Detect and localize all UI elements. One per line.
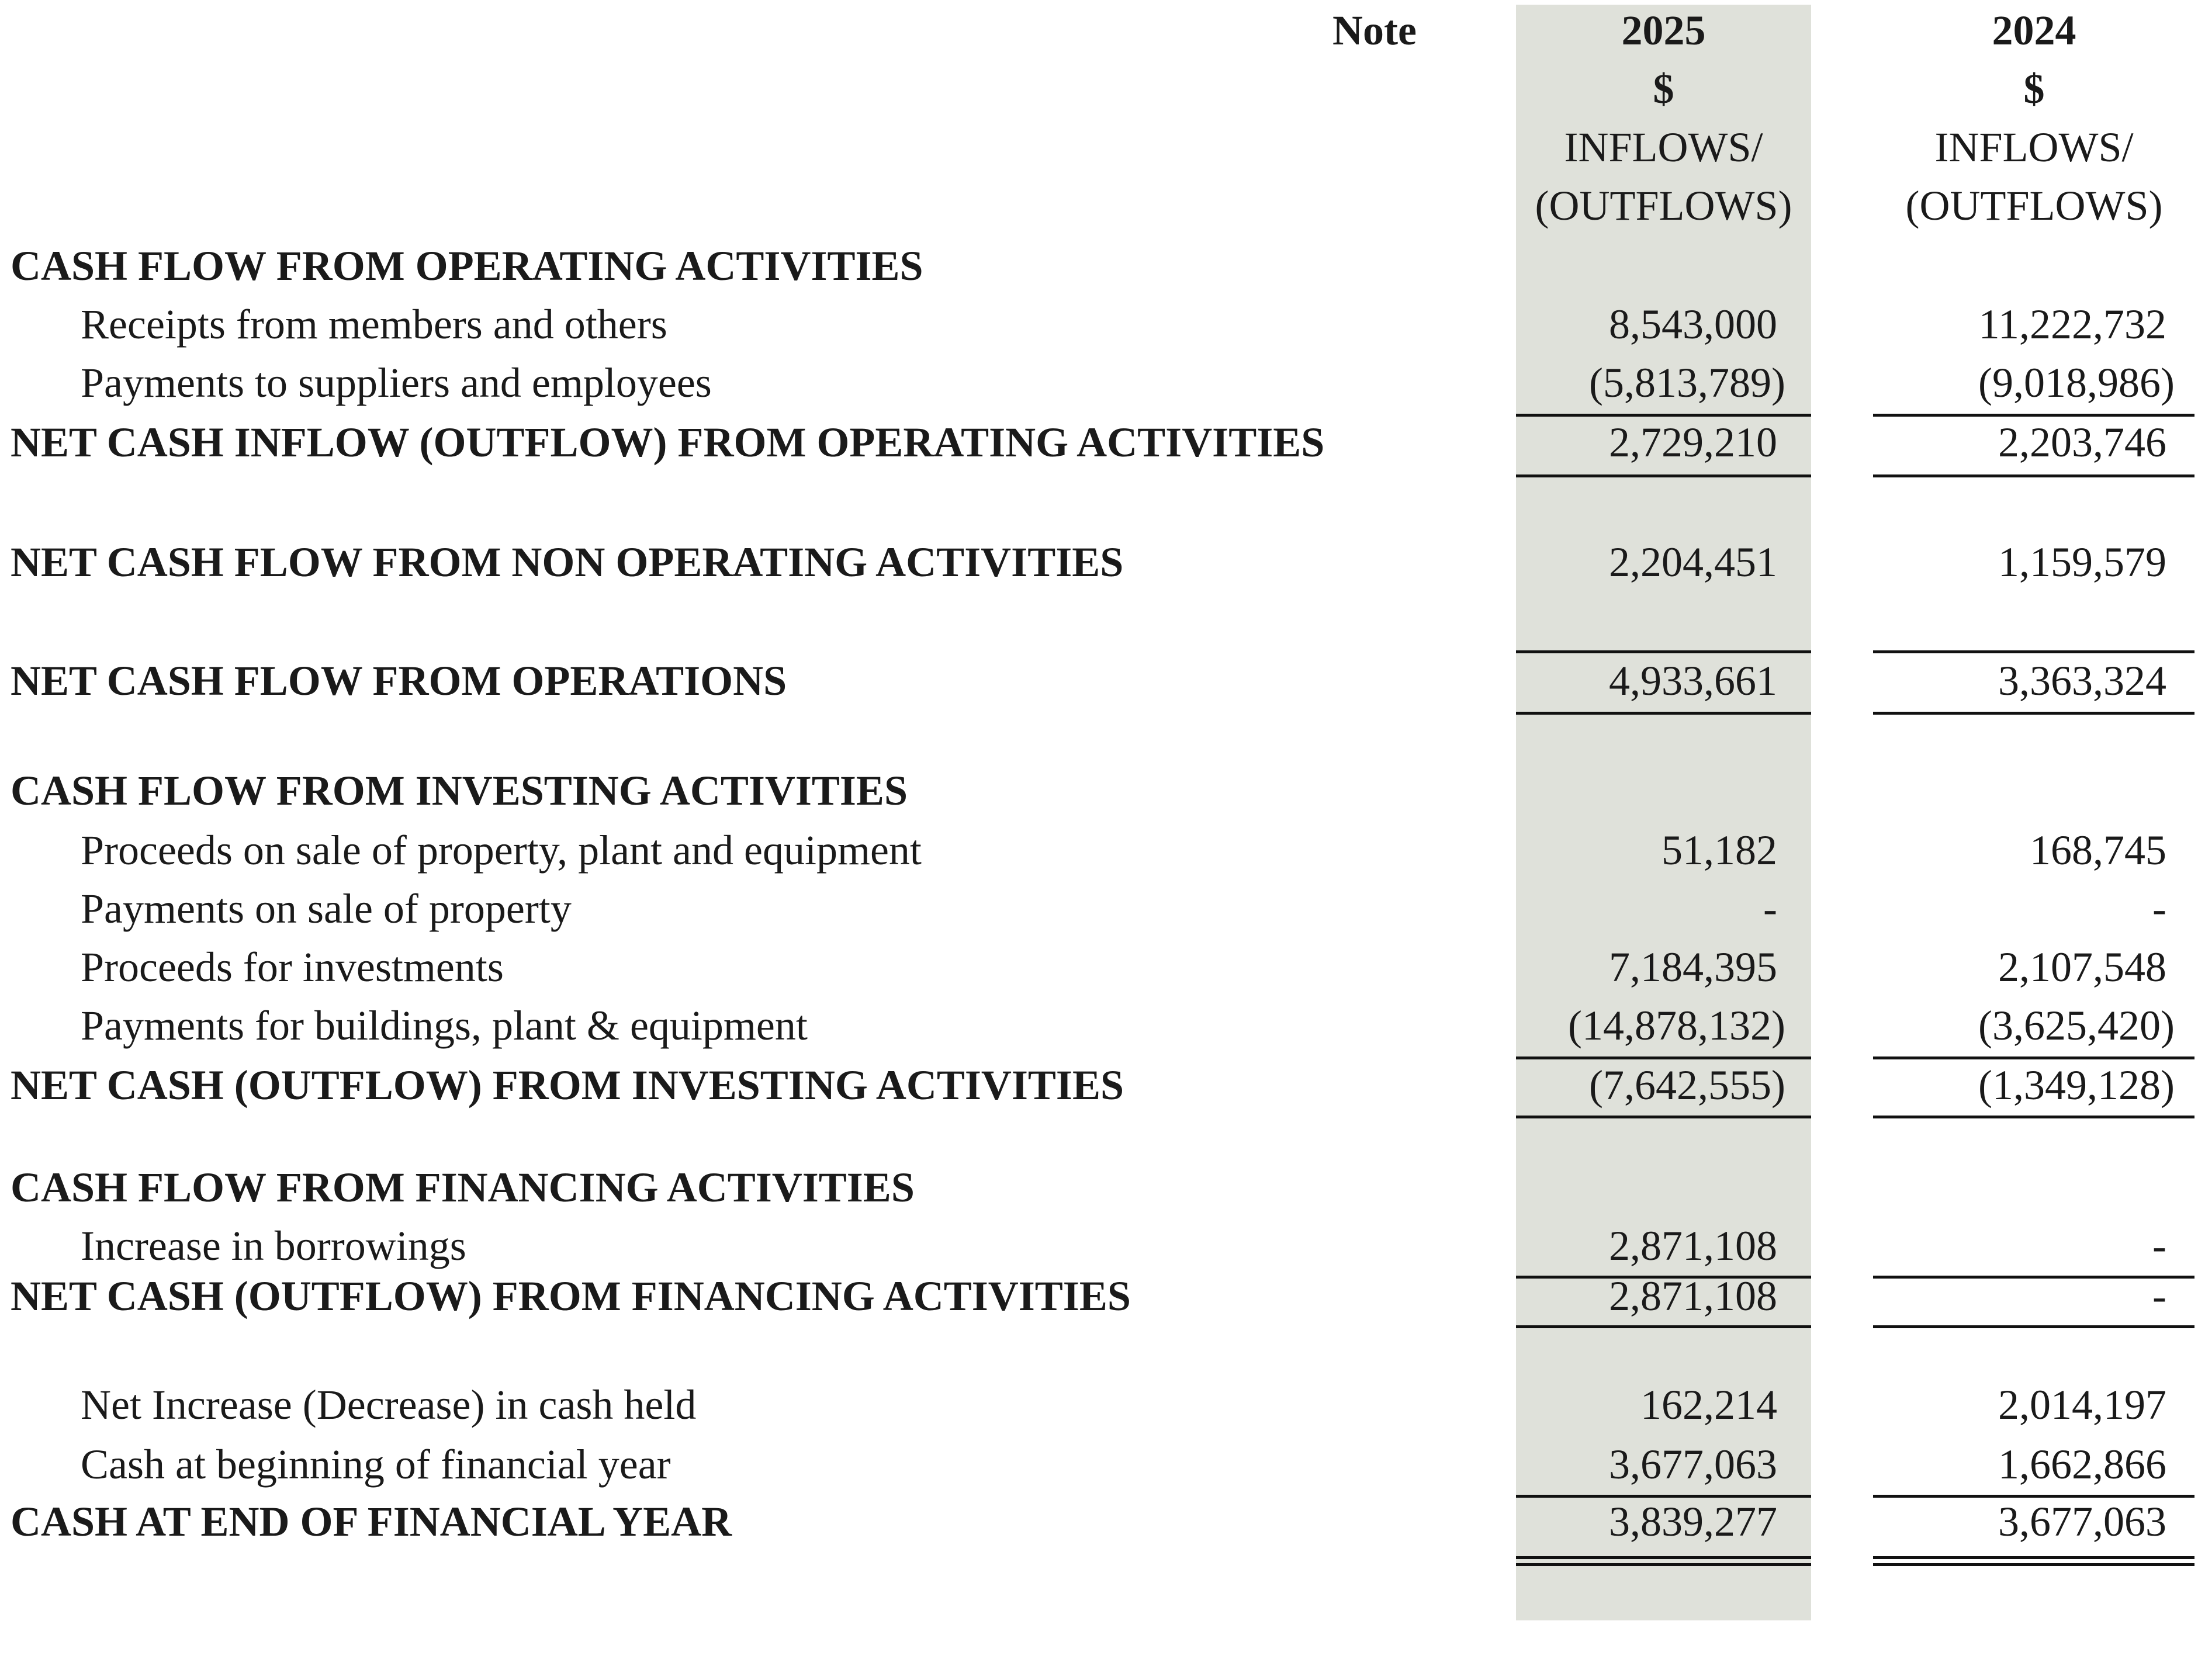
subtotal-row [0, 1267, 2198, 1325]
value-2025: 3,677,063 [1609, 1441, 1777, 1488]
value-2024: (1,349,128) [1978, 1062, 2175, 1109]
value-2024: - [2152, 1222, 2166, 1269]
currency-2025-header: $ [1653, 65, 1674, 112]
value-2024: 3,363,324 [1998, 657, 2166, 704]
row-label: Payments on sale of property [81, 885, 572, 932]
currency-2024-header: $ [2023, 65, 2045, 112]
value-2025: 4,933,661 [1609, 657, 1777, 704]
value-2025: 7,184,395 [1609, 944, 1777, 990]
row-label: Increase in borrowings [81, 1222, 466, 1269]
row-label: NET CASH INFLOW (OUTFLOW) FROM OPERATING ACTIVITIES [11, 419, 1325, 466]
row-label: Net Increase (Decrease) in cash held [81, 1381, 697, 1428]
value-2024: 1,662,866 [1998, 1441, 2166, 1488]
value-2024: 2,107,548 [1998, 944, 2166, 990]
section-heading-operating [0, 237, 2198, 295]
note-header: Note [1332, 7, 1417, 54]
section-heading-financing [0, 1158, 2198, 1217]
value-2025: 8,543,000 [1609, 301, 1777, 348]
value-2025: 51,182 [1662, 827, 1777, 874]
row-label: Payments to suppliers and employees [81, 359, 712, 406]
row-label: CASH FLOW FROM FINANCING ACTIVITIES [11, 1164, 915, 1211]
table-row [0, 1217, 2198, 1275]
value-2025: - [1763, 885, 1777, 932]
value-2025: (14,878,132) [1568, 1002, 1785, 1049]
row-label: Receipts from members and others [81, 301, 667, 348]
value-2024: (3,625,420) [1978, 1002, 2175, 1049]
value-2025: 2,204,451 [1609, 539, 1777, 586]
value-2024: - [2152, 1273, 2166, 1319]
row-label: Cash at beginning of financial year [81, 1441, 671, 1488]
double-rule-bottom-2025 [1516, 1563, 1811, 1566]
table-row [0, 354, 2198, 412]
inflows-2025-header: INFLOWS/ [1564, 124, 1763, 171]
double-rule-top-2024 [1873, 1556, 2194, 1559]
total-rule-2025 [1516, 712, 1811, 715]
outflows-2024-header: (OUTFLOWS) [1905, 182, 2163, 229]
value-2024: (9,018,986) [1978, 359, 2175, 406]
table-row [0, 938, 2198, 996]
row-label: Proceeds for investments [81, 944, 504, 990]
grand-total-row [0, 1492, 2198, 1551]
table-row [0, 879, 2198, 938]
row-label: CASH AT END OF FINANCIAL YEAR [11, 1498, 732, 1545]
table-row [0, 996, 2198, 1055]
total-rule-2025 [1516, 1116, 1811, 1118]
row-label: CASH FLOW FROM OPERATING ACTIVITIES [11, 243, 923, 289]
table-row [0, 1376, 2198, 1434]
value-2025: (5,813,789) [1589, 359, 1785, 406]
table-row [0, 533, 2198, 591]
year-2025-header: 2025 [1621, 7, 1706, 54]
total-rule-2024 [1873, 1116, 2194, 1118]
value-2025: 2,871,108 [1609, 1273, 1777, 1319]
inflows-2024-header: INFLOWS/ [1934, 124, 2134, 171]
table-row [0, 821, 2198, 879]
table-row [0, 1435, 2198, 1494]
subtotal-row [0, 652, 2198, 710]
value-2024: 11,222,732 [1978, 301, 2166, 348]
row-label: Payments for buildings, plant & equipment [81, 1002, 808, 1049]
section-heading-investing [0, 761, 2198, 820]
total-rule-2024 [1873, 712, 2194, 715]
row-label: NET CASH (OUTFLOW) FROM FINANCING ACTIVITIES [11, 1273, 1131, 1319]
value-2024: - [2152, 885, 2166, 932]
row-label: NET CASH FLOW FROM OPERATIONS [11, 657, 787, 704]
row-label: CASH FLOW FROM INVESTING ACTIVITIES [11, 767, 908, 814]
double-rule-top-2025 [1516, 1556, 1811, 1559]
total-rule-2025 [1516, 1325, 1811, 1328]
year-2024-header: 2024 [1992, 7, 2076, 54]
value-2024: 3,677,063 [1998, 1498, 2166, 1545]
total-rule-2024 [1873, 474, 2194, 477]
subtotal-row [0, 413, 2198, 472]
value-2024: 2,014,197 [1998, 1381, 2166, 1428]
outflows-2025-header: (OUTFLOWS) [1535, 182, 1792, 229]
row-label: Proceeds on sale of property, plant and equipment [81, 827, 922, 874]
total-rule-2024 [1873, 1325, 2194, 1328]
value-2024: 2,203,746 [1998, 419, 2166, 466]
row-label: NET CASH (OUTFLOW) FROM INVESTING ACTIVITIES [11, 1062, 1124, 1109]
value-2024: 168,745 [2030, 827, 2166, 874]
value-2025: 3,839,277 [1609, 1498, 1777, 1545]
value-2025: 162,214 [1640, 1381, 1777, 1428]
value-2025: 2,729,210 [1609, 419, 1777, 466]
row-label: NET CASH FLOW FROM NON OPERATING ACTIVITIES [11, 539, 1124, 586]
value-2024: 1,159,579 [1998, 539, 2166, 586]
subtotal-row [0, 1056, 2198, 1114]
table-row [0, 295, 2198, 354]
value-2025: 2,871,108 [1609, 1222, 1777, 1269]
value-2025: (7,642,555) [1589, 1062, 1785, 1109]
total-rule-2025 [1516, 474, 1811, 477]
double-rule-bottom-2024 [1873, 1563, 2194, 1566]
